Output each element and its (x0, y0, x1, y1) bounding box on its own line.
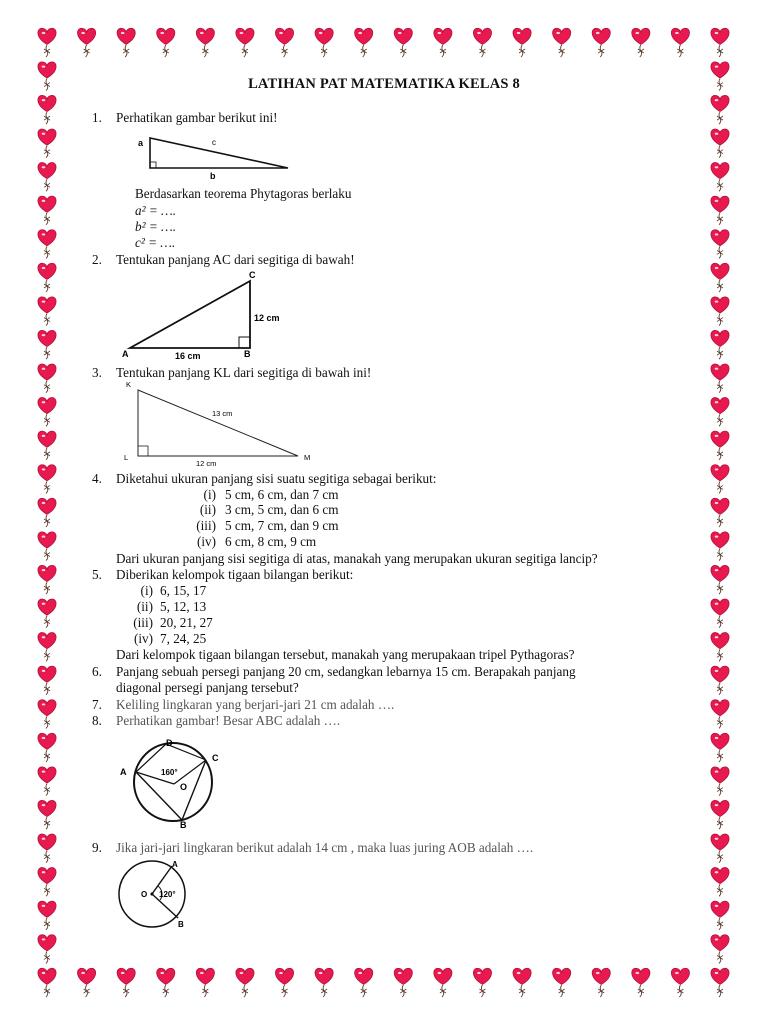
q1-text: Perhatikan gambar berikut ini! (116, 110, 278, 125)
q1-label-c: c (212, 138, 216, 147)
q5-item-iv: 7, 24, 25 (160, 631, 207, 646)
q3-number: 3. (92, 365, 102, 380)
q4-text: Diketahui ukuran panjang sisi suatu segitiga sebagai berikut: (116, 471, 437, 486)
q8-text: Perhatikan gambar! Besar ABC adalah …. (116, 713, 341, 728)
q9-label-b: B (178, 920, 184, 929)
q1-label-a: a (138, 138, 144, 148)
q5-item-ii-label: (ii) (136, 599, 153, 614)
q3-label-km: 13 cm (212, 409, 233, 418)
q4-item-iii: 5 cm, 7 cm, dan 9 cm (225, 518, 339, 533)
q8-label-c: C (212, 753, 219, 763)
q3-label-m: M (304, 453, 311, 462)
q2-label-c: C (249, 270, 256, 280)
q9-label-angle: 120° (159, 890, 176, 899)
q6-number: 6. (92, 664, 102, 679)
q8-label-d: D (166, 738, 173, 748)
q3-triangle-figure (118, 378, 318, 470)
q8-circle-figure (110, 734, 240, 830)
q4-item-iv-label: (iv) (196, 534, 216, 549)
q5-item-iii-label: (iii) (133, 615, 153, 630)
q1-number: 1. (92, 110, 102, 125)
q8-label-o: O (180, 782, 188, 792)
q5-item-iii: 20, 21, 27 (160, 615, 213, 630)
q2-label-bc: 12 cm (254, 313, 280, 323)
q2-number: 2. (92, 252, 102, 267)
q2-triangle-figure (118, 268, 298, 364)
q5-item-ii: 5, 12, 13 (160, 599, 207, 614)
q7-text: Keliling lingkaran yang berjari-jari 21 cm adalah …. (116, 697, 395, 712)
q5-item-i: 6, 15, 17 (160, 583, 207, 598)
q1-triangle-figure (130, 130, 300, 182)
q4-item-iii-label: (iii) (196, 518, 216, 533)
q6-line1: Panjang sebuah persegi panjang 20 cm, sedangkan lebarnya 15 cm. Berapakah panjang (116, 664, 576, 679)
q4-number: 4. (92, 471, 102, 486)
q9-number: 9. (92, 840, 102, 855)
q6-line2: diagonal persegi panjang tersebut? (116, 680, 299, 695)
q9-text: Jika jari-jari lingkaran berikut adalah 14 cm , maka luas juring AOB adalah …. (116, 840, 534, 855)
q7-number: 7. (92, 697, 102, 712)
q1-eq-b: b² = …. (135, 219, 177, 234)
q2-text: Tentukan panjang AC dari segitiga di bawah! (116, 252, 355, 267)
q4-item-i: 5 cm, 6 cm, dan 7 cm (225, 487, 339, 502)
q4-item-ii: 3 cm, 5 cm, dan 6 cm (225, 502, 339, 517)
q1-eq-c: c² = …. (135, 235, 176, 250)
q8-label-b: B (180, 820, 187, 830)
q1-label-b: b (210, 171, 216, 181)
q9-label-o: O (141, 890, 148, 899)
q4-item-iv: 6 cm, 8 cm, 9 cm (225, 534, 317, 549)
q1-statement: Berdasarkan teorema Phytagoras berlaku (135, 186, 352, 201)
q9-circle-figure (108, 858, 208, 932)
q3-text: Tentukan panjang KL dari segitiga di bawah ini! (116, 365, 372, 380)
q5-item-i-label: (i) (140, 583, 153, 598)
q4-item-ii-label: (ii) (199, 502, 216, 517)
q3-label-k: K (126, 380, 132, 389)
q2-label-b: B (244, 349, 251, 359)
q3-label-l: L (124, 453, 129, 462)
q5-text: Diberikan kelompok tigaan bilangan berikut: (116, 567, 354, 582)
q1-eq-a: a² = …. (135, 203, 177, 218)
q5-number: 5. (92, 567, 102, 582)
q8-label-a: A (120, 767, 127, 777)
q8-number: 8. (92, 713, 102, 728)
q8-label-angle: 160° (161, 768, 178, 777)
q9-label-a: A (172, 860, 178, 869)
q5-item-iv-label: (iv) (133, 631, 153, 646)
q2-label-a: A (122, 349, 129, 359)
q5-question: Dari kelompok tigaan bilangan tersebut, manakah yang merupakaan tripel Pythagoras? (116, 647, 575, 662)
q3-label-lm: 12 cm (196, 459, 217, 468)
page-title: LATIHAN PAT MATEMATIKA KELAS 8 (248, 76, 520, 92)
q2-label-ab: 16 cm (175, 351, 201, 361)
q4-question: Dari ukuran panjang sisi segitiga di atas, manakah yang merupakan ukuran segitiga lancip? (116, 551, 598, 566)
q4-item-i-label: (i) (203, 487, 216, 502)
